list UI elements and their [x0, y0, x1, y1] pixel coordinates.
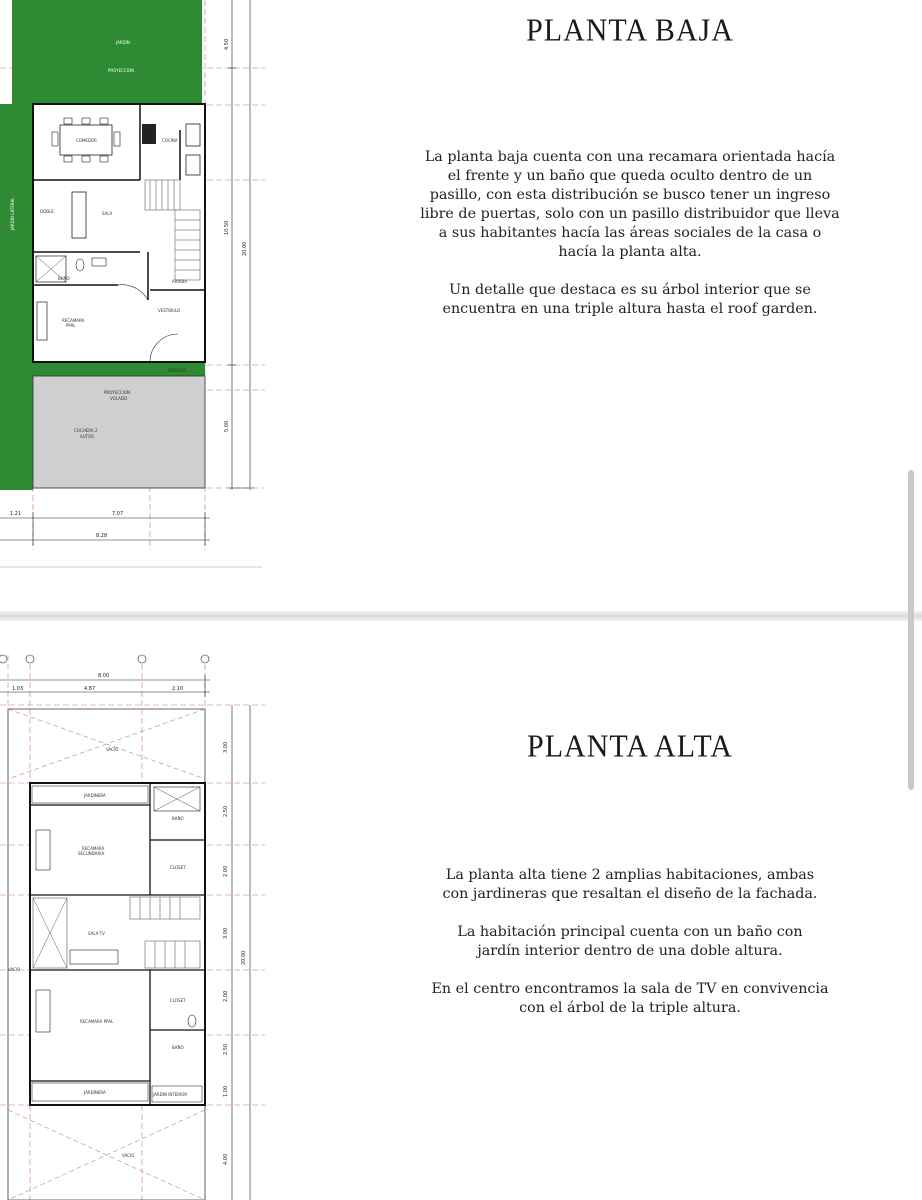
svg-text:SALA TV: SALA TV [88, 931, 105, 936]
svg-text:JARDINERA: JARDINERA [84, 1090, 106, 1095]
planta-alta-paragraph-3: En el centro encontramos la sala de TV en convivencia con el árbol de la triple altura. [431, 981, 829, 1016]
planta-alta-plan [0, 645, 270, 1200]
svg-text:COCHERA 2: COCHERA 2 [74, 428, 98, 433]
svg-text:BAÑO: BAÑO [58, 276, 70, 281]
planta-baja-paragraph-2: Un detalle que destaca es su árbol interior que se encuentra en una triple altura hasta el roof garden. [442, 282, 818, 317]
svg-text:PROYECCION: PROYECCION [108, 68, 134, 73]
svg-text:4.50: 4.50 [224, 38, 230, 50]
svg-text:4.87: 4.87 [84, 686, 96, 692]
svg-text:JARDIN: JARDIN [116, 40, 130, 45]
svg-text:4.00: 4.00 [223, 1153, 229, 1165]
svg-text:2.50: 2.50 [223, 1043, 229, 1055]
svg-text:RECAMARA: RECAMARA [62, 318, 85, 323]
svg-text:VACIO: VACIO [8, 967, 21, 972]
svg-text:DOBLE: DOBLE [40, 209, 54, 214]
svg-text:PPAL: PPAL [66, 323, 76, 328]
planta-baja-plan [0, 0, 270, 575]
planta-alta-paragraph-1: La planta alta tiene 2 amplias habitaciones, ambas con jardineras que resaltan el diseño de la fachada. [442, 867, 818, 902]
svg-text:CLOSET: CLOSET [170, 998, 186, 1003]
svg-text:5.00: 5.00 [224, 420, 230, 432]
svg-text:1.21: 1.21 [10, 511, 22, 517]
svg-text:ARRIBA: ARRIBA [172, 279, 187, 284]
svg-text:2.50: 2.50 [223, 805, 229, 817]
svg-text:JARDINERA: JARDINERA [84, 793, 106, 798]
svg-text:1.03: 1.03 [12, 686, 24, 692]
svg-text:20.00: 20.00 [242, 241, 248, 256]
svg-text:10.50: 10.50 [224, 220, 230, 235]
svg-text:RECAMARA PPAL: RECAMARA PPAL [80, 1019, 114, 1024]
svg-text:COCINA: COCINA [162, 138, 178, 143]
svg-text:AUTOS: AUTOS [80, 434, 94, 439]
svg-text:PROYECCION: PROYECCION [104, 390, 130, 395]
planta-baja-text [420, 14, 840, 319]
planta-baja-title: PLANTA BAJA [526, 13, 734, 48]
scrollbar[interactable] [908, 470, 914, 790]
svg-text:2.00: 2.00 [223, 990, 229, 1002]
svg-text:3.00: 3.00 [223, 741, 229, 753]
svg-text:20.00: 20.00 [241, 950, 247, 965]
svg-text:VOLADO: VOLADO [110, 396, 128, 401]
planta-alta-title: PLANTA ALTA [527, 729, 733, 764]
svg-text:SECUNDARIA: SECUNDARIA [78, 851, 105, 856]
planta-baja-paragraph-1: La planta baja cuenta con una recamara orientada hacía el frente y un baño que queda oculto dentro de un pasillo, con esta distribución se busco tener un ingreso libre de puertas, solo con un pasillo distribuidor que lleva a sus habitantes hacía las áreas sociales de la casa o hacía la planta alta. [420, 149, 840, 260]
svg-text:VACIO: VACIO [106, 747, 119, 752]
svg-text:VACIO: VACIO [122, 1153, 135, 1158]
svg-text:COMEDOR: COMEDOR [76, 138, 97, 143]
planta-alta-paragraph-2: La habitación principal cuenta con un baño con jardín interior dentro de una doble altura. [457, 924, 803, 959]
svg-text:8.28: 8.28 [96, 533, 108, 539]
svg-text:3.00: 3.00 [223, 927, 229, 939]
svg-text:VESTIBULO: VESTIBULO [158, 308, 181, 313]
svg-text:2.10: 2.10 [172, 686, 184, 692]
svg-text:8.00: 8.00 [98, 673, 110, 679]
svg-text:CLOSET: CLOSET [170, 865, 186, 870]
svg-text:JARDIN INTERIOR: JARDIN INTERIOR [153, 1092, 188, 1097]
svg-text:7.07: 7.07 [112, 511, 124, 517]
svg-text:INGRESO: INGRESO [168, 368, 187, 373]
planta-alta-text [420, 730, 840, 1018]
svg-text:BAÑO: BAÑO [172, 1045, 184, 1050]
section-divider [0, 611, 922, 621]
svg-text:BAÑO: BAÑO [172, 816, 184, 821]
svg-text:RECAMARA: RECAMARA [82, 846, 105, 851]
svg-text:JARDIN LATERAL: JARDIN LATERAL [10, 197, 15, 230]
svg-text:2.00: 2.00 [223, 865, 229, 877]
svg-text:SALA: SALA [102, 211, 113, 216]
svg-text:1.00: 1.00 [223, 1085, 229, 1097]
